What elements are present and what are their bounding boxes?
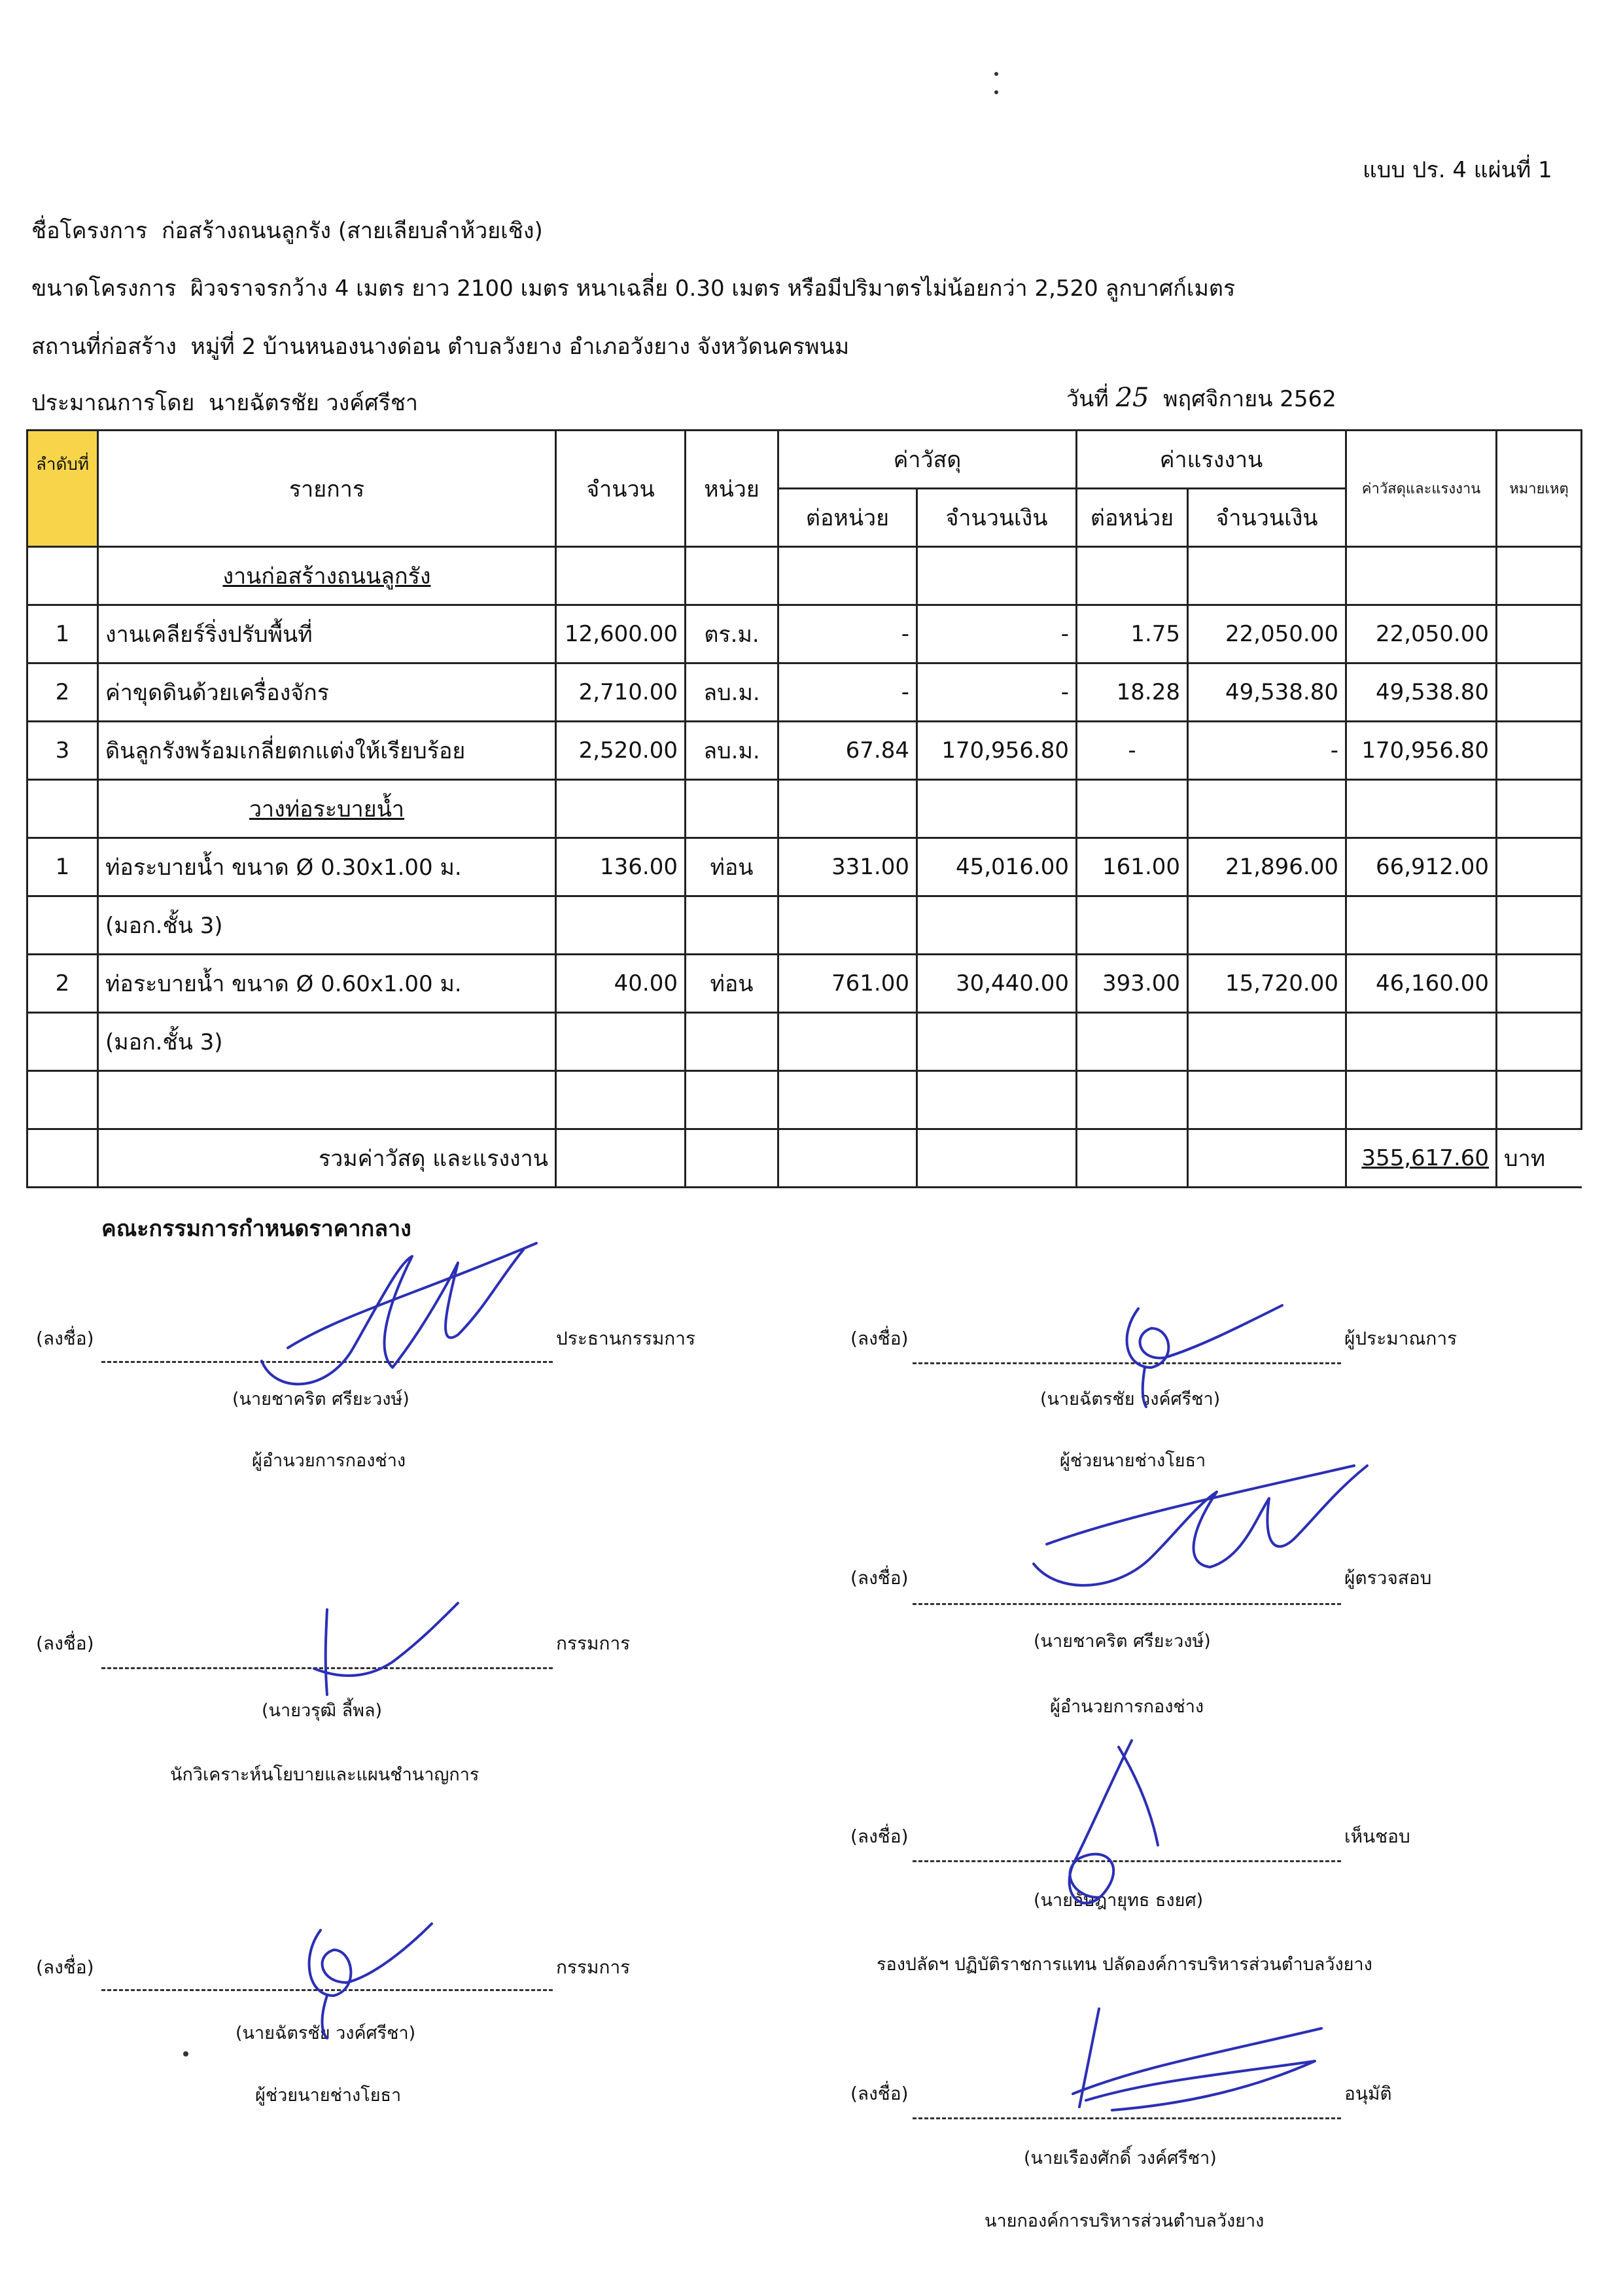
sign-role: ประธานกรรมการ [556, 1328, 696, 1349]
estimator-name: นายฉัตรชัย วงค์ศรีชา [208, 390, 418, 416]
table-row-sub [27, 1013, 1582, 1071]
header-labor-per-unit: ต่อหน่วย [1077, 489, 1188, 547]
sign-name: (นายฉัตรชัย วงค์ศรีชา) [1040, 1389, 1221, 1409]
row-item: งานเคลียร์ริ่งปรับพื้นที่ [98, 605, 556, 663]
sign-role: เห็นชอบ [1344, 1826, 1410, 1847]
sign-name: (นายชาคริต ศรียะวงษ์) [232, 1389, 410, 1409]
row-labor-amount: - [1188, 722, 1346, 780]
row-no: 1 [27, 838, 98, 896]
scan-speck [183, 2051, 188, 2057]
row-unit: ตร.ม. [686, 605, 778, 663]
row-qty: 136.00 [556, 838, 686, 896]
committee-title: คณะกรรมการกำหนดราคากลาง [101, 1216, 411, 1242]
sign-role: ผู้ประมาณการ [1344, 1328, 1457, 1349]
row-no: 2 [27, 955, 98, 1013]
signature-line [913, 1603, 1341, 1605]
row-no: 3 [27, 722, 98, 780]
row-note [1497, 722, 1582, 780]
sign-position: ผู้อำนวยการกองช่าง [252, 1451, 406, 1471]
scan-speck [994, 72, 998, 76]
boq-table [26, 429, 1582, 1188]
row-material-amount: 45,016.00 [917, 838, 1077, 896]
signature-mark [1060, 1996, 1335, 2127]
row-unit: ท่อน [686, 838, 778, 896]
estimator-label: ประมาณการโดย [31, 390, 195, 416]
sign-prefix: (ลงชื่อ) [850, 2083, 909, 2104]
row-item-sub: (มอก.ชั้น 3) [98, 896, 556, 955]
project-size: ผิวจราจรกว้าง 4 เมตร ยาว 2100 เมตร หนาเฉลี่ย 0.30 เมตร หรือมีปริมาตรไม่น้อยกว่า 2,520 ลูกบาศก์เมตร [190, 275, 1236, 302]
sign-name: (นายฉัตรชัย วงค์ศรีชา) [236, 2023, 416, 2043]
project-size-label: ขนาดโครงการ [31, 275, 177, 302]
header-unit: หน่วย [686, 431, 778, 547]
date-label: วันที่ [1066, 386, 1109, 412]
header-remark: หมายเหตุ [1497, 431, 1582, 547]
sign-prefix: (ลงชื่อ) [36, 1633, 94, 1654]
row-labor-unit: 18.28 [1077, 663, 1188, 722]
table-row [27, 722, 1582, 780]
row-item: ท่อระบายน้ำ ขนาด Ø 0.30x1.00 ม. [98, 838, 556, 896]
table-row [27, 663, 1582, 722]
section-title: วางท่อระบายน้ำ [98, 780, 556, 838]
sign-role: อนุมัติ [1344, 2083, 1392, 2104]
sign-position: ผู้ช่วยนายช่างโยธา [255, 2085, 402, 2106]
row-labor-amount: 22,050.00 [1188, 605, 1346, 663]
project-name: ก่อสร้างถนนลูกรัง (สายเลียบลำห้วยเชิง) [161, 218, 543, 244]
row-item: ดินลูกรังพร้อมเกลี่ยตกแต่งให้เรียบร้อย [98, 722, 556, 780]
sign-name: (นายเรืองศักดิ์ วงค์ศรีชา) [1024, 2148, 1217, 2168]
total-row [27, 1129, 1582, 1188]
row-total: 170,956.80 [1346, 722, 1497, 780]
row-labor-amount: 49,538.80 [1188, 663, 1346, 722]
project-size-line [31, 270, 1235, 306]
row-total: 49,538.80 [1346, 663, 1497, 722]
sign-position: ผู้อำนวยการกองช่าง [1050, 1697, 1204, 1717]
sign-prefix: (ลงชื่อ) [850, 1567, 909, 1589]
project-location-label: สถานที่ก่อสร้าง [31, 334, 177, 360]
date-day: 25 [1115, 383, 1149, 413]
header-labor-amount: จำนวนเงิน [1188, 489, 1346, 547]
signature-mark [307, 1597, 464, 1714]
sign-prefix: (ลงชื่อ) [36, 1328, 94, 1349]
sign-position: ผู้ช่วยนายช่างโยธา [1060, 1451, 1206, 1471]
signature-mark [1021, 1446, 1374, 1597]
row-material-amount: - [917, 605, 1077, 663]
row-total: 46,160.00 [1346, 955, 1497, 1013]
row-no: 1 [27, 605, 98, 663]
row-unit: ลบ.ม. [686, 663, 778, 722]
form-number: แบบ ปร. 4 แผ่นที่ 1 [1363, 157, 1552, 183]
row-note [1497, 955, 1582, 1013]
row-total: 66,912.00 [1346, 838, 1497, 896]
signature-mark [1007, 1727, 1204, 1924]
header-total: ค่าวัสดุและแรงงาน [1346, 431, 1497, 547]
row-note [1497, 838, 1582, 896]
sign-name: (นายอัษฎายุทธ ธงยศ) [1034, 1890, 1204, 1911]
row-unit: ลบ.ม. [686, 722, 778, 780]
row-labor-amount: 21,896.00 [1188, 838, 1346, 896]
row-material-unit: - [778, 605, 917, 663]
sign-name: (นายวรุฒิ ลี้พล) [262, 1701, 383, 1721]
sign-position: รองปลัดฯ ปฏิบัติราชการแทน ปลัดองค์การบริหารส่วนตำบลวังยาง [877, 1954, 1372, 1975]
header-labor: ค่าแรงงาน [1077, 431, 1346, 489]
date-month-year: พฤศจิกายน 2562 [1163, 386, 1336, 412]
row-note [1497, 663, 1582, 722]
header-item: รายการ [98, 431, 556, 547]
row-qty: 2,710.00 [556, 663, 686, 722]
row-material-amount: - [917, 663, 1077, 722]
header-qty: จำนวน [556, 431, 686, 547]
row-qty: 2,520.00 [556, 722, 686, 780]
row-unit: ท่อน [686, 955, 778, 1013]
sign-name: (นายชาคริต ศรียะวงษ์) [1034, 1631, 1211, 1651]
row-material-unit: 331.00 [778, 838, 917, 896]
project-name-label: ชื่อโครงการ [31, 218, 148, 244]
total-unit: บาท [1497, 1129, 1582, 1188]
project-location-line [31, 328, 849, 364]
row-material-unit: 761.00 [778, 955, 917, 1013]
row-qty: 12,600.00 [556, 605, 686, 663]
row-no: 2 [27, 663, 98, 722]
sign-position: นายกองค์การบริหารส่วนตำบลวังยาง [985, 2211, 1265, 2231]
row-qty: 40.00 [556, 955, 686, 1013]
row-labor-unit: 393.00 [1077, 955, 1188, 1013]
row-material-unit: - [778, 663, 917, 722]
scan-speck [994, 90, 998, 94]
row-item: ท่อระบายน้ำ ขนาด Ø 0.60x1.00 ม. [98, 955, 556, 1013]
row-note [1497, 605, 1582, 663]
section-row [27, 547, 1582, 605]
sign-role: กรรมการ [556, 1633, 631, 1654]
signature-mark [275, 1911, 445, 2041]
row-material-amount: 170,956.80 [917, 722, 1077, 780]
section-row [27, 780, 1582, 838]
row-labor-unit: 1.75 [1077, 605, 1188, 663]
row-material-amount: 30,440.00 [917, 955, 1077, 1013]
date-line [1066, 381, 1336, 416]
table-row [27, 955, 1582, 1013]
signature-mark [249, 1237, 550, 1407]
total-label: รวมค่าวัสดุ และแรงงาน [98, 1129, 556, 1188]
row-labor-unit: - [1077, 722, 1188, 780]
header-material: ค่าวัสดุ [778, 431, 1077, 489]
row-item-sub: (มอก.ชั้น 3) [98, 1013, 556, 1071]
header-material-per-unit: ต่อหน่วย [778, 489, 917, 547]
row-item: ค่าขุดดินด้วยเครื่องจักร [98, 663, 556, 722]
table-row [27, 838, 1582, 896]
project-name-line [31, 213, 543, 248]
table-row-sub [27, 896, 1582, 955]
sign-prefix: (ลงชื่อ) [36, 1956, 94, 1978]
sign-position: นักวิเคราะห์นโยบายและแผนชำนาญการ [170, 1765, 480, 1785]
header-material-amount: จำนวนเงิน [917, 489, 1077, 547]
signature-mark [1099, 1296, 1295, 1413]
row-total: 22,050.00 [1346, 605, 1497, 663]
row-material-unit: 67.84 [778, 722, 917, 780]
sign-role: ผู้ตรวจสอบ [1344, 1567, 1432, 1589]
sign-prefix: (ลงชื่อ) [850, 1328, 909, 1349]
sign-prefix: (ลงชื่อ) [850, 1826, 909, 1847]
section-title: งานก่อสร้างถนนลูกรัง [98, 547, 556, 605]
row-labor-amount: 15,720.00 [1188, 955, 1346, 1013]
sign-role: กรรมการ [556, 1956, 631, 1978]
header-seq: ลำดับที่ [27, 431, 98, 547]
estimator-line [31, 385, 418, 420]
project-location: หมู่ที่ 2 บ้านหนองนางด่อน ตำบลวังยาง อำเภอวังยาง จังหวัดนครพนม [190, 334, 850, 360]
total-value: 355,617.60 [1346, 1129, 1497, 1188]
table-row [27, 605, 1582, 663]
row-labor-unit: 161.00 [1077, 838, 1188, 896]
empty-row [27, 1071, 1582, 1129]
